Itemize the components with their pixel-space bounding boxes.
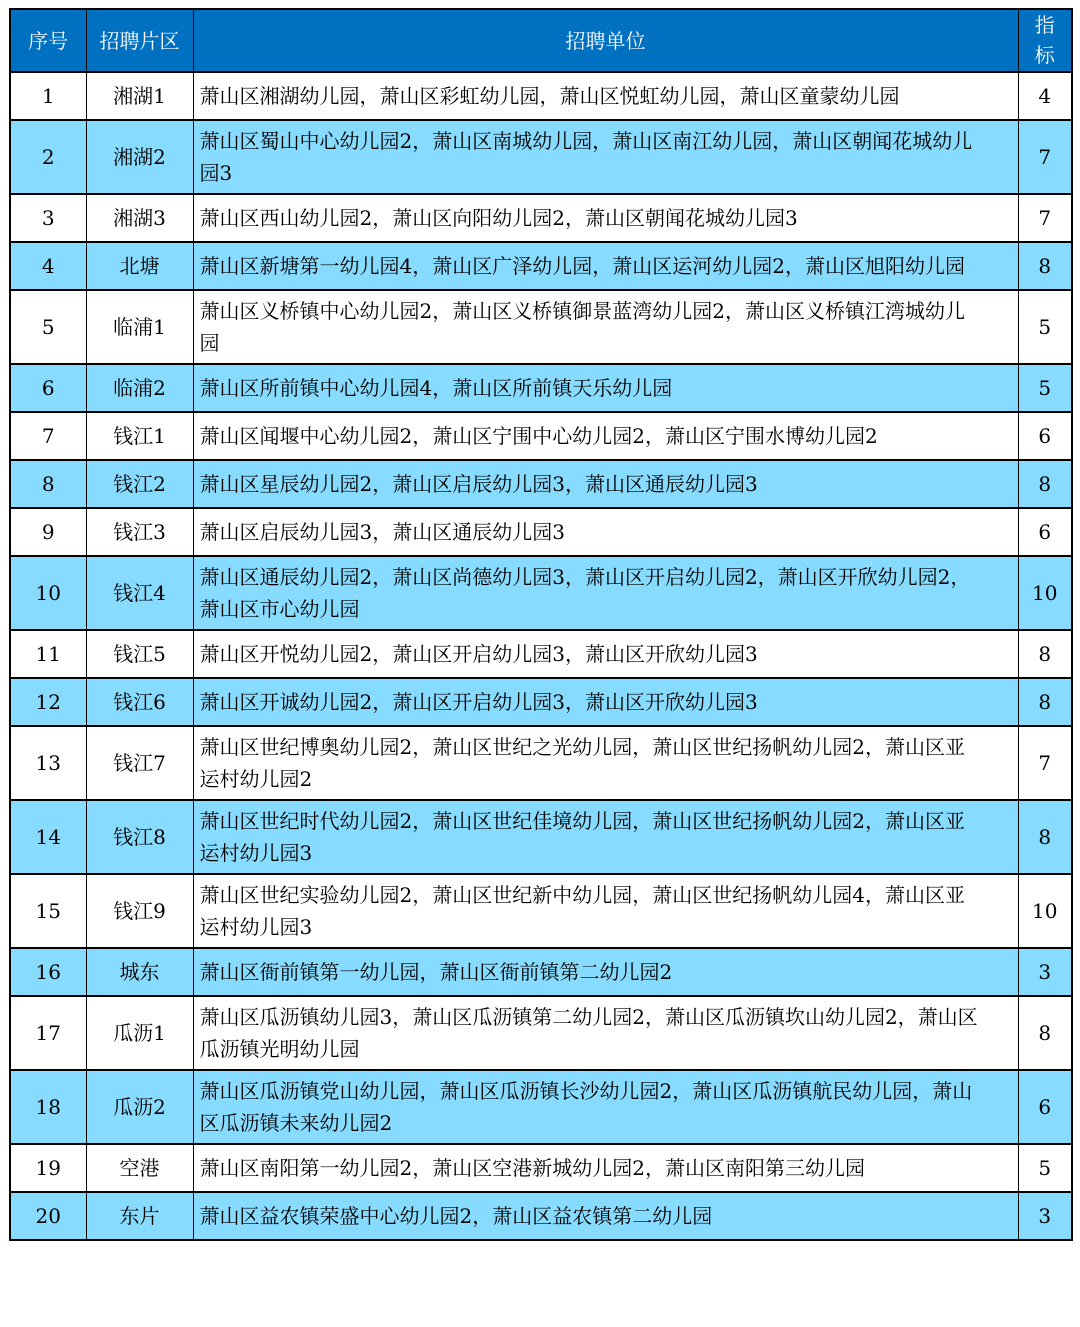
district-cell: 临浦2	[86, 364, 193, 412]
units-cell: 萧山区新塘第一幼儿园4，萧山区广泽幼儿园，萧山区运河幼儿园2，萧山区旭阳幼儿园	[193, 242, 1018, 290]
table-row	[10, 726, 1072, 800]
table-row	[10, 1192, 1072, 1240]
units-cell: 萧山区星辰幼儿园2，萧山区启辰幼儿园3，萧山区通辰幼儿园3	[193, 460, 1018, 508]
table-row	[10, 874, 1072, 948]
district-cell: 湘湖3	[86, 194, 193, 242]
district-cell: 空港	[86, 1144, 193, 1192]
units-cell: 萧山区蜀山中心幼儿园2，萧山区南城幼儿园，萧山区南江幼儿园，萧山区朝闻花城幼儿园3	[193, 120, 1018, 194]
row-index-cell: 1	[10, 72, 86, 120]
quota-cell: 7	[1018, 194, 1072, 242]
row-index-cell: 13	[10, 726, 86, 800]
quota-cell: 8	[1018, 800, 1072, 874]
district-cell: 钱江3	[86, 508, 193, 556]
row-index-cell: 14	[10, 800, 86, 874]
district-cell: 湘湖2	[86, 120, 193, 194]
units-cell: 萧山区通辰幼儿园2，萧山区尚德幼儿园3，萧山区开启幼儿园2，萧山区开欣幼儿园2，萧山区市心幼儿园	[193, 556, 1018, 630]
quota-cell: 3	[1018, 1192, 1072, 1240]
row-index-cell: 6	[10, 364, 86, 412]
row-index-cell: 10	[10, 556, 86, 630]
table-body	[10, 72, 1072, 1240]
units-cell: 萧山区所前镇中心幼儿园4，萧山区所前镇天乐幼儿园	[193, 364, 1018, 412]
table-row	[10, 996, 1072, 1070]
district-cell: 钱江7	[86, 726, 193, 800]
table-row	[10, 508, 1072, 556]
table-row	[10, 1070, 1072, 1144]
row-index-cell: 16	[10, 948, 86, 996]
row-index-cell: 18	[10, 1070, 86, 1144]
units-cell: 萧山区闻堰中心幼儿园2，萧山区宁围中心幼儿园2，萧山区宁围水博幼儿园2	[193, 412, 1018, 460]
table-row	[10, 290, 1072, 364]
table-header	[10, 9, 1072, 72]
units-cell: 萧山区瓜沥镇幼儿园3，萧山区瓜沥镇第二幼儿园2，萧山区瓜沥镇坎山幼儿园2，萧山区瓜沥镇光明幼儿园	[193, 996, 1018, 1070]
row-index-cell: 11	[10, 630, 86, 678]
table-row	[10, 678, 1072, 726]
table-row	[10, 630, 1072, 678]
units-cell: 萧山区世纪实验幼儿园2，萧山区世纪新中幼儿园，萧山区世纪扬帆幼儿园4，萧山区亚运村幼儿园3	[193, 874, 1018, 948]
row-index-cell: 17	[10, 996, 86, 1070]
row-index-cell: 12	[10, 678, 86, 726]
table-row	[10, 1144, 1072, 1192]
table-row	[10, 800, 1072, 874]
table-row	[10, 460, 1072, 508]
units-cell: 萧山区开悦幼儿园2，萧山区开启幼儿园3，萧山区开欣幼儿园3	[193, 630, 1018, 678]
table-row	[10, 556, 1072, 630]
district-cell: 北塘	[86, 242, 193, 290]
table-row	[10, 364, 1072, 412]
quota-cell: 8	[1018, 460, 1072, 508]
col-header-district: 招聘片区	[86, 9, 193, 72]
col-header-index: 序号	[10, 9, 86, 72]
quota-cell: 6	[1018, 508, 1072, 556]
row-index-cell: 2	[10, 120, 86, 194]
quota-cell: 4	[1018, 72, 1072, 120]
col-header-quota	[1018, 9, 1072, 72]
units-cell: 萧山区世纪时代幼儿园2，萧山区世纪佳境幼儿园，萧山区世纪扬帆幼儿园2，萧山区亚运村幼儿园3	[193, 800, 1018, 874]
row-index-cell: 3	[10, 194, 86, 242]
units-cell: 萧山区瓜沥镇党山幼儿园，萧山区瓜沥镇长沙幼儿园2，萧山区瓜沥镇航民幼儿园，萧山区瓜沥镇未来幼儿园2	[193, 1070, 1018, 1144]
quota-cell: 5	[1018, 364, 1072, 412]
district-cell: 湘湖1	[86, 72, 193, 120]
row-index-cell: 5	[10, 290, 86, 364]
quota-cell: 7	[1018, 120, 1072, 194]
quota-cell: 5	[1018, 290, 1072, 364]
district-cell: 钱江9	[86, 874, 193, 948]
col-header-units: 招聘单位	[193, 9, 1018, 72]
recruitment-table	[9, 8, 1073, 1241]
units-cell: 萧山区湘湖幼儿园，萧山区彩虹幼儿园，萧山区悦虹幼儿园，萧山区童蒙幼儿园	[193, 72, 1018, 120]
quota-cell: 8	[1018, 996, 1072, 1070]
quota-cell: 10	[1018, 556, 1072, 630]
table-row	[10, 948, 1072, 996]
district-cell: 钱江6	[86, 678, 193, 726]
row-index-cell: 19	[10, 1144, 86, 1192]
district-cell: 瓜沥2	[86, 1070, 193, 1144]
district-cell: 城东	[86, 948, 193, 996]
quota-cell: 10	[1018, 874, 1072, 948]
header-row	[10, 9, 1072, 72]
quota-cell: 8	[1018, 630, 1072, 678]
district-cell: 瓜沥1	[86, 996, 193, 1070]
row-index-cell: 4	[10, 242, 86, 290]
row-index-cell: 9	[10, 508, 86, 556]
quota-cell: 5	[1018, 1144, 1072, 1192]
district-cell: 钱江8	[86, 800, 193, 874]
quota-cell: 7	[1018, 726, 1072, 800]
quota-cell: 8	[1018, 678, 1072, 726]
table-row	[10, 194, 1072, 242]
units-cell: 萧山区义桥镇中心幼儿园2，萧山区义桥镇御景蓝湾幼儿园2，萧山区义桥镇江湾城幼儿园	[193, 290, 1018, 364]
units-cell: 萧山区开诚幼儿园2，萧山区开启幼儿园3，萧山区开欣幼儿园3	[193, 678, 1018, 726]
district-cell: 临浦1	[86, 290, 193, 364]
district-cell: 钱江4	[86, 556, 193, 630]
quota-cell: 6	[1018, 412, 1072, 460]
table-row	[10, 120, 1072, 194]
col-header-quota-label: 指标	[1034, 13, 1055, 67]
quota-cell: 8	[1018, 242, 1072, 290]
row-index-cell: 15	[10, 874, 86, 948]
units-cell: 萧山区西山幼儿园2，萧山区向阳幼儿园2，萧山区朝闻花城幼儿园3	[193, 194, 1018, 242]
units-cell: 萧山区启辰幼儿园3，萧山区通辰幼儿园3	[193, 508, 1018, 556]
district-cell: 钱江2	[86, 460, 193, 508]
row-index-cell: 8	[10, 460, 86, 508]
quota-cell: 3	[1018, 948, 1072, 996]
units-cell: 萧山区世纪博奥幼儿园2，萧山区世纪之光幼儿园，萧山区世纪扬帆幼儿园2，萧山区亚运村幼儿园2	[193, 726, 1018, 800]
district-cell: 钱江5	[86, 630, 193, 678]
district-cell: 钱江1	[86, 412, 193, 460]
units-cell: 萧山区益农镇荣盛中心幼儿园2，萧山区益农镇第二幼儿园	[193, 1192, 1018, 1240]
table-row	[10, 242, 1072, 290]
table-row	[10, 72, 1072, 120]
units-cell: 萧山区南阳第一幼儿园2，萧山区空港新城幼儿园2，萧山区南阳第三幼儿园	[193, 1144, 1018, 1192]
row-index-cell: 7	[10, 412, 86, 460]
units-cell: 萧山区衙前镇第一幼儿园，萧山区衙前镇第二幼儿园2	[193, 948, 1018, 996]
row-index-cell: 20	[10, 1192, 86, 1240]
district-cell: 东片	[86, 1192, 193, 1240]
table-row	[10, 412, 1072, 460]
quota-cell: 6	[1018, 1070, 1072, 1144]
